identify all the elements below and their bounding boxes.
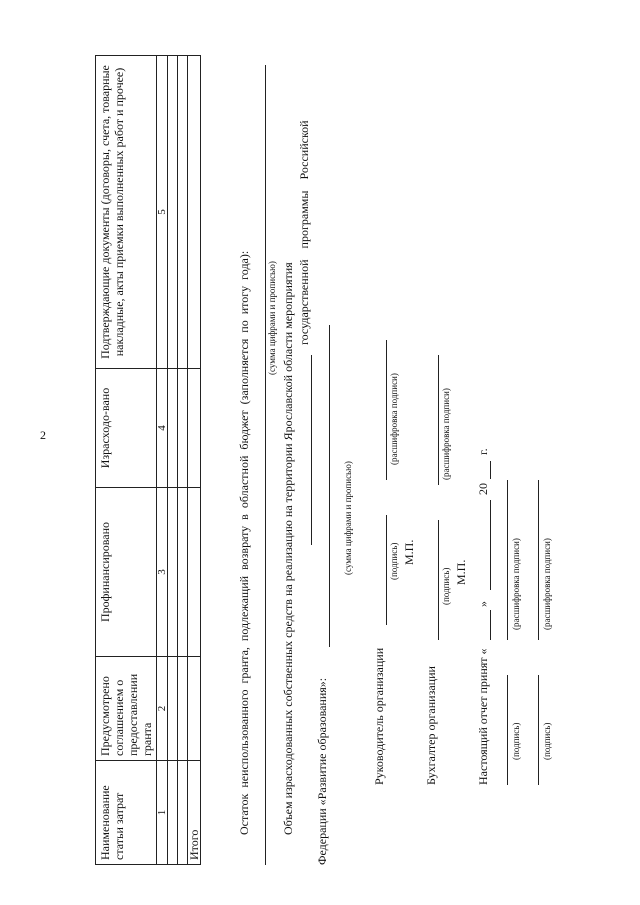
own-funds-line-b [329,325,330,647]
table-cell [168,657,178,761]
head-decoding-caption: (расшифровка подписи) [389,373,399,465]
column-number: 3 [157,488,168,657]
total-row [188,56,201,865]
accountant-decoding-line [438,355,439,485]
accepted-signature-caption-1: (подпись) [511,722,521,760]
table-cell [188,488,201,657]
table-cell [178,657,188,761]
accountant-label: Бухгалтер организации [424,666,438,785]
own-funds-text-3: Федерации «Развитие образования»: [315,677,329,865]
table-header-row [96,56,157,865]
table-cell [178,488,188,657]
own-funds-text-1: Объем израсходованных собственных средств на реализацию на территории Ярославской области мероприятия [281,262,295,835]
column-header: Подтверждающие документы (договоры, счета, товарные накладные, акты приемки выполненных работ и прочее) [96,56,157,369]
accountant-signature-line [438,520,439,640]
head-signature-caption: (подпись) [389,542,399,580]
expense-table [95,55,201,865]
accepted-decoding-line-1 [507,480,508,640]
accepted-decoding-line-2 [538,480,539,640]
accepted-decoding-caption-1: (расшифровка подписи) [511,538,521,630]
column-header: Предусмотрено соглашением о предоставлении гранта [96,657,157,761]
column-number-row [157,56,168,865]
accepted-signature-caption-2: (подпись) [542,722,552,760]
remainder-line [265,65,266,865]
column-header: Наименование статьи затрат [96,761,157,865]
report-form [95,45,355,875]
table-row [178,56,188,865]
column-number: 5 [157,56,168,369]
remainder-caption: (сумма цифрами и прописью) [267,261,277,375]
own-funds-text-2: государственной программы Российской [297,120,311,345]
column-header: Израсходо-вано [96,369,157,488]
table-cell [178,369,188,488]
accountant-stamp: М.П. [454,559,468,585]
remainder-text: Остаток неиспользованного гранта, подлежащий возврату в областной бюджет (заполняется по итогу года): [237,250,251,835]
page-number: 2 [40,428,46,442]
column-number: 1 [157,761,168,865]
table-cell [168,761,178,865]
signatures [372,45,572,875]
accepted-decoding-caption-2: (расшифровка подписи) [542,538,552,630]
own-funds-caption: (сумма цифрами и прописью) [343,461,353,575]
accepted-month-line [490,500,491,590]
table-cell [178,56,188,369]
head-stamp: М.П. [402,539,416,565]
column-number: 2 [157,657,168,761]
head-signature-line [386,515,387,625]
own-funds-line-a [311,355,312,545]
accepted-year-prefix: 20 [476,483,490,495]
total-label: Итого [188,761,201,865]
table-cell [178,761,188,865]
accountant-signature-caption: (подпись) [441,567,451,605]
column-header: Профинансировано [96,488,157,657]
table-row [168,56,178,865]
table-cell [168,56,178,369]
accepted-signature-line-2 [538,675,539,785]
accepted-year-line [490,461,491,479]
accepted-day-line [490,610,491,640]
table-cell [168,488,178,657]
table-cell [168,369,178,488]
table-cell [188,56,201,369]
accepted-signature-line-1 [507,675,508,785]
accepted-label: Настоящий отчет принят « [476,648,490,785]
head-decoding-line [386,340,387,480]
table-cell [188,657,201,761]
table-cell [188,369,201,488]
column-number: 4 [157,369,168,488]
accepted-year-suffix: г. [476,448,490,455]
accepted-quote-close: » [476,601,490,607]
accountant-decoding-caption: (расшифровка подписи) [441,388,451,480]
head-label: Руководитель организации [372,647,386,785]
